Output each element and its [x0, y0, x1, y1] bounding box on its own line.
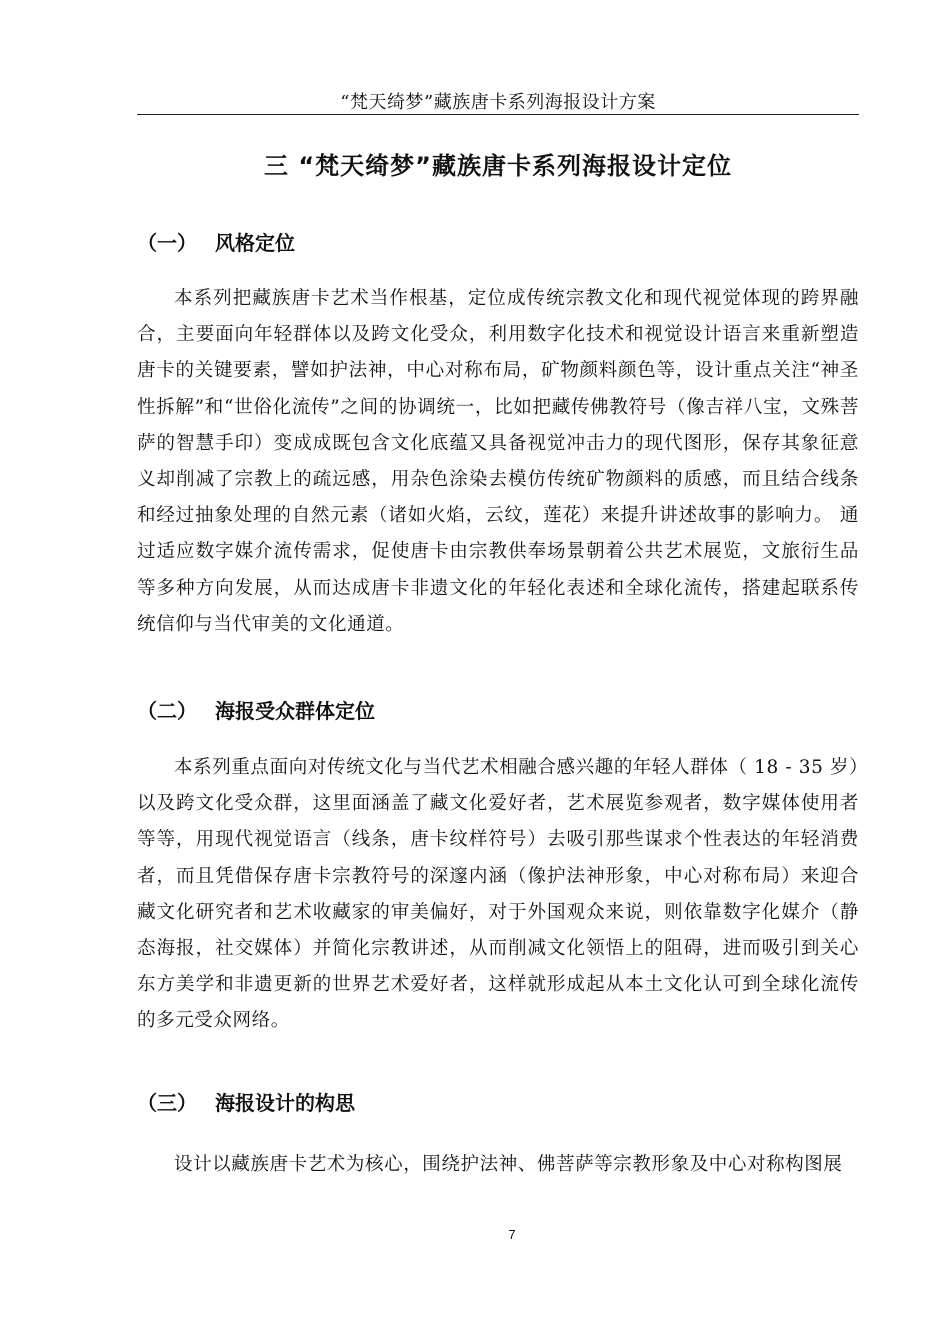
section-number: （一） — [137, 231, 197, 255]
section-title: 海报设计的构思 — [215, 1091, 355, 1115]
section-heading-audience — [137, 697, 859, 725]
page-number: 7 — [508, 1227, 516, 1242]
section-title: 海报受众群体定位 — [215, 699, 375, 723]
running-header: “梵天绮梦”藏族唐卡系列海报设计方案 — [340, 92, 656, 113]
section-number: （二） — [137, 699, 197, 723]
section-title: 风格定位 — [215, 231, 295, 255]
section-number: （三） — [137, 1091, 197, 1115]
header-divider — [137, 114, 859, 115]
paragraph-audience-positioning: 本系列重点面向对传统文化与当代艺术相融合感兴趣的年轻人群体（ 18 - 35 岁）以及跨文化受众群，这里面涵盖了藏文化爱好者，艺术展览参观者，数字媒体使用者等等，用现代视觉语言（线条，唐卡纹样符号）去吸引那些谋求个性表达的年轻消费者，而且凭借保存唐卡宗教符号的深邃内涵（像护法神形象，中心对称布局）来迎合藏文化研究者和艺术收藏家的审美偏好，对于外国观众来说，则依靠数字化媒介（静态海报，社交媒体）并简化宗教讲述，从而削减文化领悟上的阻碍，进而吸引到关心东方美学和非遗更新的世界艺术爱好者，这样就形成起从本土文化认可到全球化流传的多元受众网络。 — [137, 757, 859, 1032]
section-heading-concept — [137, 1089, 859, 1117]
section-heading-style — [137, 229, 859, 257]
paragraph-style-positioning: 本系列把藏族唐卡艺术当作根基，定位成传统宗教文化和现代视觉体现的跨界融合，主要面向年轻群体以及跨文化受众，利用数字化技术和视觉设计语言来重新塑造唐卡的关键要素，譬如护法神，中心对称布局，矿物颜料颜色等，设计重点关注“神圣性拆解”和“世俗化流传”之间的协调统一，比如把藏传佛教符号（像吉祥八宝，文殊菩萨的智慧手印）变成成既包含文化底蕴又具备视觉冲击力的现代图形，保存其象征意义却削减了宗教上的疏远感，用杂色涂染去模仿传统矿物颜料的质感，而且结合线条和经过抽象处理的自然元素（诸如火焰，云纹，莲花）来提升讲述故事的影响力。 通过适应数字媒介流传需求，促使唐卡由宗教供奉场景朝着公共艺术展览，文旅衍生品等多种方向发展，从而达成唐卡非遗文化的年轻化表述和全球化流传，搭建起联系传统信仰与当代审美的文化通道。 — [137, 288, 859, 635]
paragraph-design-concept: 设计以藏族唐卡艺术为核心，围绕护法神、佛菩萨等宗教形象及中心对称构图展 — [174, 1154, 843, 1175]
chapter-title: 三 “梵天绮梦”藏族唐卡系列海报设计定位 — [264, 152, 732, 180]
